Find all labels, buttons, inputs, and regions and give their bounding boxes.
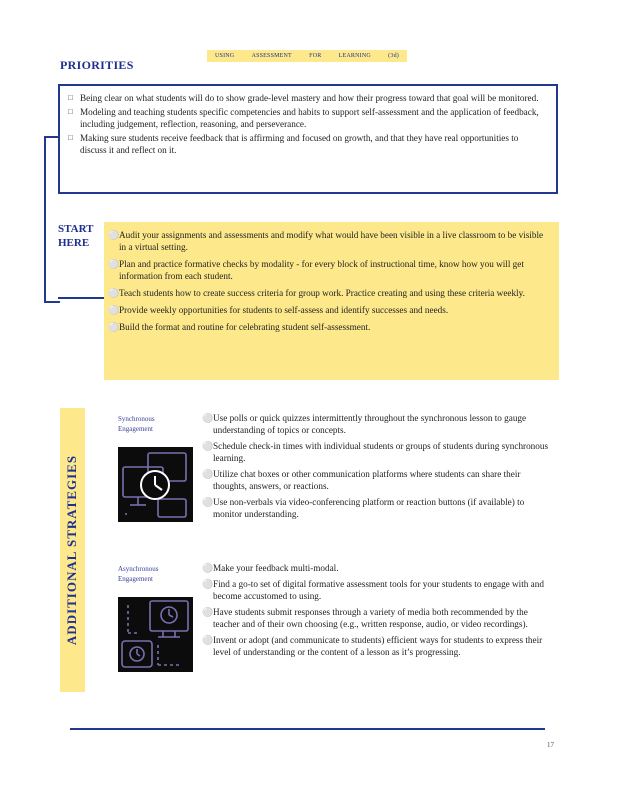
bullet-icon: ⚪	[202, 469, 214, 479]
start-here-label	[58, 222, 93, 250]
footer-rule	[70, 728, 545, 730]
connector-line	[58, 297, 104, 299]
priorities-box	[58, 84, 558, 194]
strategy-item	[202, 440, 552, 464]
start-item	[108, 304, 547, 316]
additional-strategies-title: ADDITIONAL STRATEGIES	[64, 454, 79, 646]
bullet-icon: ⚪	[108, 230, 120, 240]
bullet-icon: ⚪	[202, 579, 214, 589]
header-word: ASSESSMENT	[251, 53, 292, 59]
strategy-text: Utilize chat boxes or other communication platforms where students can share their thoughts, answers, or reactions.	[213, 469, 521, 491]
bullet-icon: ⚪	[108, 288, 120, 298]
label-line: Engagement	[118, 425, 153, 433]
strategy-text: Use polls or quick quizzes intermittently throughout the synchronous lesson to gauge understanding of topics or concepts.	[213, 413, 527, 435]
priorities-title: PRIORITIES	[60, 58, 134, 72]
start-item	[108, 287, 547, 299]
strategy-text: Have students submit responses through a variety of media both recommended by the teacher and of their own choosing (e.g., written response, audio, or video recordings).	[213, 607, 528, 629]
strategy-item	[202, 562, 552, 574]
start-here-line: START	[58, 223, 94, 235]
priority-item	[68, 92, 546, 104]
bullet-icon: ⚪	[108, 322, 120, 332]
checkbox-bullet-icon: □	[68, 107, 73, 116]
strategy-text: Schedule check-in times with individual students or groups of students during synchronous learning.	[213, 441, 549, 463]
strategy-item	[202, 412, 552, 436]
bullet-icon: ⚪	[108, 305, 120, 315]
strategy-item	[202, 634, 552, 658]
start-here-line: HERE	[58, 237, 90, 249]
devices-clock-icon	[118, 597, 193, 672]
monitor-clock-icon	[118, 447, 193, 522]
header-band	[207, 50, 407, 62]
start-item	[108, 258, 547, 282]
label-line: Synchronous	[118, 415, 155, 423]
strategy-text: Use non-verbals via video-conferencing platform or reaction buttons (if available) to monitor understanding.	[213, 497, 525, 519]
header-word: USING	[215, 53, 235, 59]
priority-item	[68, 132, 546, 156]
start-item-text: Audit your assignments and assessments and modify what would have been visible in a live classroom to be visible in a virtual setting.	[119, 230, 544, 252]
strategy-text: Make your feedback multi-modal.	[213, 563, 339, 573]
connector-line	[44, 136, 60, 303]
bullet-icon: ⚪	[202, 635, 214, 645]
strategy-item	[202, 606, 552, 630]
strategy-item	[202, 578, 552, 602]
bullet-icon: ⚪	[202, 413, 214, 423]
priority-text: Making sure students receive feedback that is affirming and focused on growth, and that they have real opportunities to discuss it and reflect on it.	[80, 133, 519, 155]
synchronous-list	[202, 412, 552, 524]
strategy-item	[202, 496, 552, 520]
strategy-text: Invent or adopt (and communicate to students) efficient ways for students to express their level of understanding or the content of a lesson as it’s progressing.	[213, 635, 543, 657]
start-here-box	[104, 222, 559, 380]
header-word: (3d)	[388, 53, 399, 59]
start-item	[108, 321, 547, 333]
synchronous-label	[118, 414, 155, 434]
bullet-icon: ⚪	[108, 259, 120, 269]
bullet-icon: ⚪	[202, 441, 214, 451]
start-item-text: Build the format and routine for celebrating student self-assessment.	[119, 322, 371, 332]
header-word: LEARNING	[338, 53, 371, 59]
priority-text: Modeling and teaching students specific competencies and habits to support self-assessment and the application of feedback, including judgement, reflection, reasoning, and perseverance.	[80, 107, 539, 129]
priority-item	[68, 106, 546, 130]
label-line: Asynchronous	[118, 565, 159, 573]
checkbox-bullet-icon: □	[68, 133, 73, 142]
bullet-icon: ⚪	[202, 563, 214, 573]
start-item	[108, 229, 547, 253]
page-number: 17	[547, 741, 554, 749]
bullet-icon: ⚪	[202, 607, 214, 617]
strategy-text: Find a go-to set of digital formative assessment tools for your students to engage with and become accustomed to using.	[213, 579, 544, 601]
start-item-text: Plan and practice formative checks by modality - for every block of instructional time, know how you will get information from each student.	[119, 259, 524, 281]
bullet-icon: ⚪	[202, 497, 214, 507]
start-item-text: Provide weekly opportunities for students to self-assess and identify successes and needs.	[119, 305, 449, 315]
asynchronous-list	[202, 562, 552, 662]
header-word: FOR	[309, 53, 322, 59]
priority-text: Being clear on what students will do to show grade-level mastery and how their progress toward that goal will be monitored.	[80, 93, 539, 103]
checkbox-bullet-icon: □	[68, 93, 73, 102]
strategy-item	[202, 468, 552, 492]
label-line: Engagement	[118, 575, 153, 583]
asynchronous-label	[118, 564, 158, 584]
start-item-text: Teach students how to create success criteria for group work. Practice creating and using these criteria weekly.	[119, 288, 525, 298]
